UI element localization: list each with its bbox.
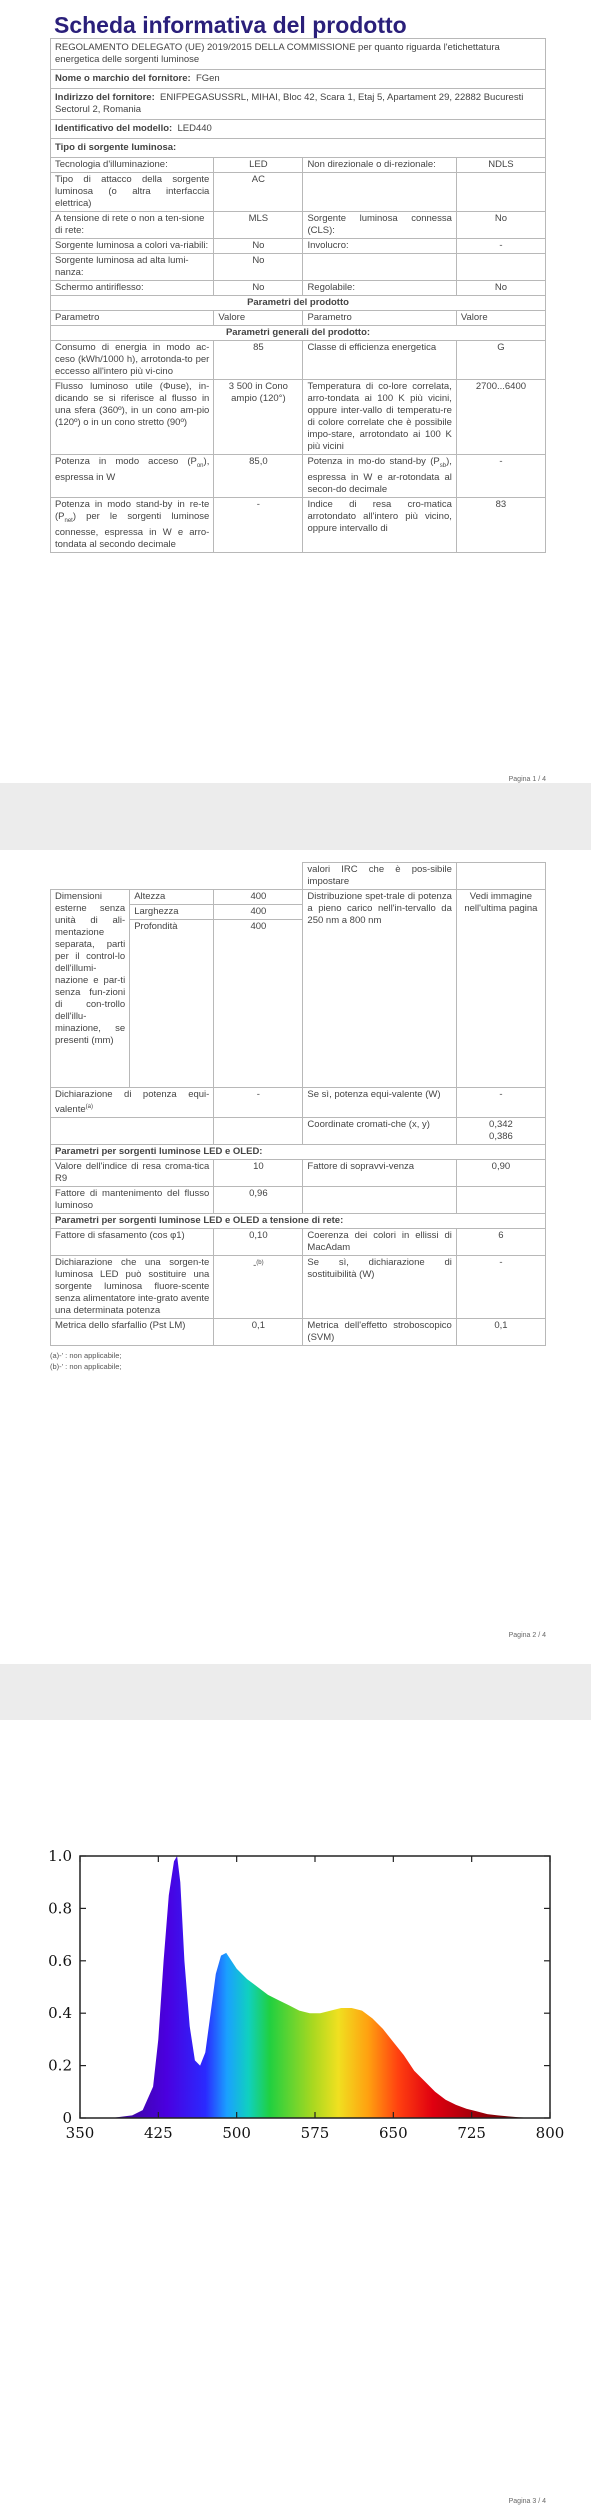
empty-cell <box>303 1187 456 1214</box>
spd-value: Vedi immagine nell'ultima pagina <box>456 890 545 1088</box>
pst-value: 0,1 <box>214 1319 303 1346</box>
macadam-value: 6 <box>456 1229 545 1256</box>
page-2 <box>0 850 591 1664</box>
cri-label: Indice di resa cro-matica arrotondato all'intero più vicino, oppure intervallo di <box>303 497 456 552</box>
table-row <box>51 1118 546 1145</box>
equiv-label <box>51 1088 214 1118</box>
cap-value: AC <box>214 173 303 212</box>
fluor-label: Dichiarazione che una sorgen-te luminosa LED può sostituire una sorgente luminosa fluore-scente senza alimentatore inte-grato avente una determinata potenza <box>51 1256 214 1319</box>
dim-label: Regolabile: <box>303 281 456 296</box>
supplier-label: Nome o marchio del fornitore: <box>55 73 191 84</box>
dims-label: Dimensioni esterne senza unità di ali-mentazione separata, parti per il control-lo dell'illumi-nazione e par-ti senza fun-zioni di con-trollo dell'illu-minazione, se presenti (mm) <box>51 890 130 1088</box>
footnote-a: (a)-' : non applicabile; <box>50 1351 122 1361</box>
table-row <box>51 1160 546 1187</box>
pf-label: Fattore di sfasamento (cos φ1) <box>51 1229 214 1256</box>
replw-value: - <box>456 1256 545 1319</box>
height-value: 400 <box>214 890 303 905</box>
plot-area <box>48 1847 564 2142</box>
y-tick-label: 0.4 <box>48 2004 72 2023</box>
table-row <box>51 254 546 281</box>
power-label: Potenza in modo acceso $(P_{on})$, espressa in W <box>51 455 214 498</box>
mains-header: Parametri per sorgenti luminose LED e OLED a tensione di rete: <box>51 1214 546 1229</box>
cct-label: Temperatura di co-lore correlata, arro-tondata ai 100 K più vicini, oppure inter-vallo di temperatu-re di colore correlate che è possibile impo-stare, arrotondato ai 100 K più vicini <box>303 380 456 455</box>
netstandby-value: - <box>214 497 303 552</box>
replw-label: Se sì, dichiarazione di sostituibilità (W) <box>303 1256 456 1319</box>
x-tick-label: 425 <box>144 2124 173 2142</box>
empty-cell <box>456 173 545 212</box>
tech-value: LED <box>214 158 303 173</box>
cls-value: No <box>456 212 545 239</box>
depth-label: Profondità <box>130 920 214 1088</box>
table-row <box>51 70 546 89</box>
table-row <box>51 380 546 455</box>
table-row <box>51 1088 546 1118</box>
maint-label: Fattore di mantenimento del flusso luminoso <box>51 1187 214 1214</box>
equivw-label: Se sì, potenza equi-valente (W) <box>303 1088 456 1118</box>
r9-label: Valore dell'indice di resa croma-tica R9 <box>51 1160 214 1187</box>
table-row <box>51 890 546 905</box>
model-value: LED440 <box>177 123 212 134</box>
col-value: Valore <box>214 311 303 326</box>
y-tick-label: 0 <box>62 2109 72 2127</box>
x-tick-label: 500 <box>222 2124 251 2142</box>
envelope-value: - <box>456 239 545 254</box>
chroma-x: 0,342 <box>489 1119 513 1131</box>
table-row <box>51 1229 546 1256</box>
empty-cell <box>456 254 545 281</box>
sheet-2 <box>50 862 546 1372</box>
standby-label: Potenza in mo-do stand-by $(P_{sb})$, espressa in W e ar-rotondata al secon-do decimale <box>303 455 456 498</box>
nondir-value: NDLS <box>456 158 545 173</box>
address-label: Indirizzo del fornitore: <box>55 92 155 103</box>
netstandby-label: Potenza in modo stand-by in re-te $(P_{net})$ per le sorgenti luminose connesse, espressa in W e arro-tondata al secondo decimale <box>51 497 214 552</box>
table-row <box>51 212 546 239</box>
table-row <box>51 39 546 70</box>
page-3 <box>0 1720 591 2510</box>
page-1 <box>0 0 591 783</box>
equiv-value: - <box>214 1088 303 1118</box>
table-row <box>51 173 546 212</box>
r9-value: 10 <box>214 1160 303 1187</box>
tech-label: Tecnologia d'illuminazione: <box>51 158 214 173</box>
table-row <box>51 1145 546 1160</box>
x-tick-label: 575 <box>300 2124 330 2142</box>
chroma-value <box>456 1118 545 1145</box>
fluor-dash: - <box>253 1260 257 1272</box>
hl-label: Sorgente luminosa ad alta lumi-nanza: <box>51 254 214 281</box>
chroma-y: 0,386 <box>489 1131 513 1143</box>
col-param: Parametro <box>51 311 214 326</box>
y-tick-label: 0.8 <box>48 1899 72 1918</box>
mains-value: MLS <box>214 212 303 239</box>
page-number: Pagina 1 / 4 <box>508 776 546 783</box>
spectrum-svg <box>40 1840 565 2160</box>
table-row <box>51 863 546 890</box>
table-row <box>51 326 546 341</box>
x-tick-label: 800 <box>535 2124 565 2142</box>
colour-label: Sorgente luminosa a colori va-riabili: <box>51 239 214 254</box>
page-number: Pagina 2 / 4 <box>508 1632 546 1639</box>
surv-label: Fattore di sopravvi-venza <box>303 1160 456 1187</box>
table-row <box>51 120 546 139</box>
equiv-sup: (a) <box>85 1104 93 1110</box>
regulation-text: REGOLAMENTO DELEGATO (UE) 2019/2015 DELLA COMMISSIONE per quanto riguarda l'etichettatura energetica delle sorgenti luminose <box>51 39 546 70</box>
cap-label: Tipo di attacco della sorgente luminosa (o altra interfaccia elettrica) <box>51 173 214 212</box>
glare-value: No <box>214 281 303 296</box>
fluor-value <box>214 1256 303 1319</box>
table-row <box>51 281 546 296</box>
footnotes <box>50 1350 546 1372</box>
address-cell <box>51 89 546 120</box>
table-row <box>51 239 546 254</box>
table-row <box>51 1319 546 1346</box>
col-value: Valore <box>456 311 545 326</box>
params-header: Parametri del prodotto <box>51 296 546 311</box>
hl-value: No <box>214 254 303 281</box>
table-row <box>51 1214 546 1229</box>
table-row <box>51 89 546 120</box>
x-tick-label: 725 <box>457 2124 486 2142</box>
glare-label: Schermo antiriflesso: <box>51 281 214 296</box>
model-label: Identificativo del modello: <box>55 123 173 134</box>
product-info-table-cont <box>50 862 546 1346</box>
flux-label: Flusso luminoso utile (Φuse), in-dicando se si riferisce al flusso in una sfera (360º), in un cono am-pio (120º) o in un cono stretto (90º) <box>51 380 214 455</box>
height-label: Altezza <box>130 890 214 905</box>
pst-label: Metrica dello sfarfallio (Pst LM) <box>51 1319 214 1346</box>
flux-value: 3 500 in Cono ampio (120°) <box>214 380 303 455</box>
table-row <box>51 311 546 326</box>
x-tick-label: 350 <box>65 2124 95 2142</box>
pf-value: 0,10 <box>214 1229 303 1256</box>
class-label: Classe di efficienza energetica <box>303 341 456 380</box>
nondir-label: Non direzionale o di-rezionale: <box>303 158 456 173</box>
colour-value: No <box>214 239 303 254</box>
source-type-label: Tipo di sorgente luminosa: <box>51 139 546 158</box>
width-value: 400 <box>214 905 303 920</box>
table-row <box>51 341 546 380</box>
table-row <box>51 1187 546 1214</box>
cct-value: 2700...6400 <box>456 380 545 455</box>
consumption-value: 85 <box>214 341 303 380</box>
macadam-label: Coerenza dei colori in ellissi di MacAdam <box>303 1229 456 1256</box>
svm-label: Metrica dell'effetto stroboscopico (SVM) <box>303 1319 456 1346</box>
address-value: ENIFPEGASUSSRL, MIHAI, Bloc 42, Scara 1, Etaj 5, Apartament 29, 22882 Bucuresti Sectorul 2, Romania <box>55 92 524 115</box>
surv-value: 0,90 <box>456 1160 545 1187</box>
cri-value: 83 <box>456 497 545 552</box>
table-row <box>51 497 546 552</box>
col-param: Parametro <box>303 311 456 326</box>
empty-cell <box>456 1187 545 1214</box>
mains-label: A tensione di rete o non a ten-sione di rete: <box>51 212 214 239</box>
led-header: Parametri per sorgenti luminose LED e OLED: <box>51 1145 546 1160</box>
table-row <box>51 158 546 173</box>
svm-value: 0,1 <box>456 1319 545 1346</box>
empty-cell <box>51 863 303 890</box>
spd-label: Distribuzione spet-trale di potenza a pieno carico nell'in-tervallo da 250 nm a 800 nm <box>303 890 456 1088</box>
consumption-label: Consumo di energia in modo ac-ceso (kWh/1000 h), arrotonda-to per eccesso all'intero più vi-cino <box>51 341 214 380</box>
supplier-value: FGen <box>195 73 220 84</box>
standby-value: - <box>456 455 545 498</box>
x-tick-label: 650 <box>379 2124 408 2142</box>
supplier-cell <box>51 70 546 89</box>
chroma-label: Coordinate cromati-che (x, y) <box>303 1118 456 1145</box>
table-row <box>51 296 546 311</box>
table-row <box>51 1256 546 1319</box>
depth-value: 400 <box>214 920 303 1088</box>
empty-cell <box>303 173 456 212</box>
general-header: Parametri generali del prodotto: <box>51 326 546 341</box>
equiv-label-text: Dichiarazione di potenza equi-valente <box>55 1089 210 1116</box>
model-cell <box>51 120 546 139</box>
table-row <box>51 455 546 498</box>
spectrum-chart <box>40 1840 565 2160</box>
y-tick-label: 0.2 <box>48 2056 72 2075</box>
table-row <box>51 139 546 158</box>
power-value: 85,0 <box>214 455 303 498</box>
maint-value: 0,96 <box>214 1187 303 1214</box>
empty-cell <box>303 254 456 281</box>
empty-cell <box>456 863 545 890</box>
envelope-label: Involucro: <box>303 239 456 254</box>
y-tick-label: 1.0 <box>48 1847 72 1865</box>
empty-cell <box>214 1118 303 1145</box>
cri-cont: valori IRC che è pos-sibile impostare <box>303 863 456 890</box>
class-value: G <box>456 341 545 380</box>
cls-label: Sorgente luminosa connessa (CLS): <box>303 212 456 239</box>
product-info-table <box>50 38 546 553</box>
width-label: Larghezza <box>130 905 214 920</box>
dim-value: No <box>456 281 545 296</box>
footnote-b: (b)-' : non applicabile; <box>50 1362 122 1372</box>
empty-cell <box>51 1118 214 1145</box>
equivw-value: - <box>456 1088 545 1118</box>
fluor-sup: (b) <box>256 1260 264 1267</box>
page-number: Pagina 3 / 4 <box>508 2498 546 2505</box>
sheet-1 <box>50 10 546 553</box>
spectrum-area <box>111 1856 539 2118</box>
y-tick-label: 0.6 <box>48 1951 72 1970</box>
document-title: Scheda informativa del prodotto <box>54 12 407 38</box>
